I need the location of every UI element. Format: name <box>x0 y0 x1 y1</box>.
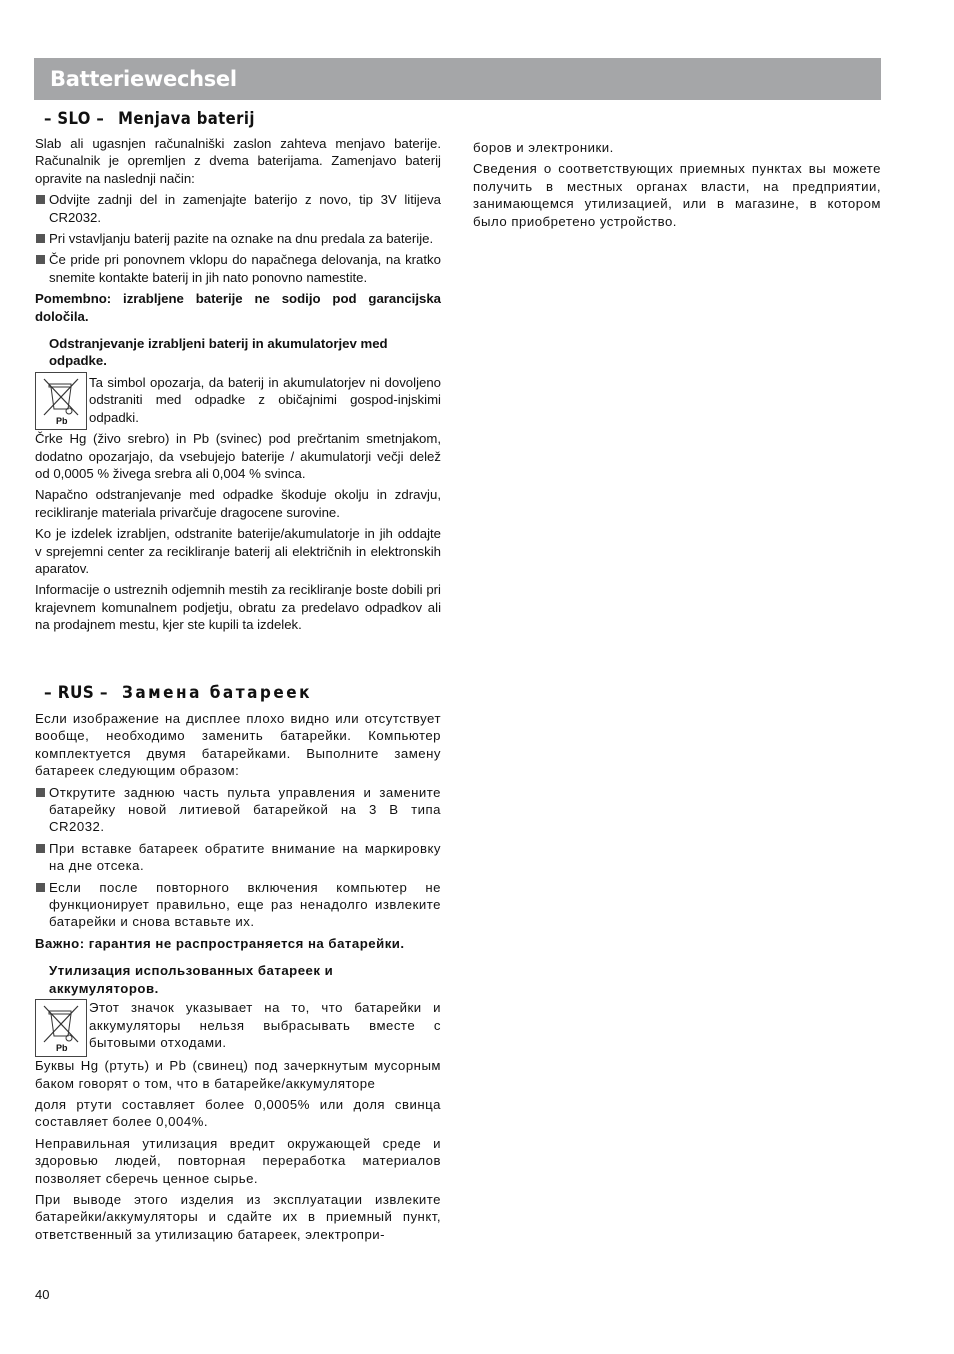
rus-when-worn: При выводе этого изделия из эксплуатации извлеките батарейки/аккумуляторы и сдайте их в приемный пункт, ответственный за утилизацию батареек, электропри- <box>35 1191 441 1242</box>
slo-bullet-3: Če pride pri ponovnem vklopu do napačnega delovanja, na kratko snemite kontakte baterij in jih nato ponovno namestite. <box>35 251 441 286</box>
slo-bullet-1: Odvijte zadnji del in zamenjajte baterijo z novo, tip 3V litijeva CR2032. <box>35 191 441 226</box>
crossed-bin-icon <box>35 999 87 1057</box>
bullet-square-icon <box>36 195 45 204</box>
slo-section <box>35 109 441 638</box>
slo-info: Informacije o ustreznih odjemnih mestih za recikliranje boste dobili pri krajevnem komunalnem podjetju, obratu za predelavo odpadkov ali na prodajnem mestu, kjer ste kupili ta izdelek. <box>35 582 441 633</box>
slo-wrong-disposal: Napačno odstranjevanje med odpadke škoduje okolju in zdravju, recikliranje materiala privarčuje dragocene surovine. <box>35 487 441 520</box>
rus-cont: боров и электроники. <box>473 140 614 155</box>
page-number: 40 <box>35 1287 50 1302</box>
page-title: Batteriewechsel <box>50 67 237 91</box>
slo-code: – SLO – <box>44 109 105 128</box>
rus-bullet-1: Открутите заднюю часть пульта управления и замените батарейку новой литиевой батарейкой на 3 В типа CR2032. <box>35 784 441 836</box>
bullet-square-icon <box>36 883 45 892</box>
rus-intro: Если изображение на дисплее плохо видно или отсутствует вообще, необходимо заменить батарейки. Компьютер комплектуется двумя батарейками. Выполните замену батареек следующим образом: <box>35 711 441 779</box>
header-bar <box>34 58 881 100</box>
slo-heading <box>44 109 441 128</box>
slo-symbol-text: Ta simbol opozarja, da baterij in akumulatorjev ni dovoljeno odstraniti med odpadke z običajnimi gospod-injskimi odpadki. <box>89 374 441 425</box>
rus-symbol-block <box>35 999 441 1057</box>
slo-when-worn: Ko je izdelek izrabljen, odstranite baterije/akumulatorje in jih oddajte v sprejemni center za recikliranje baterij ali električnih in elektronskih aparatov. <box>35 526 441 576</box>
rus-section <box>35 683 441 1247</box>
rus-share: доля ртути составляет более 0,0005% или доля свинца составляет более 0,004%. <box>35 1096 441 1130</box>
rus-bullet-3: Если после повторного включения компьютер не функционирует правильно, еще раз ненадолго извлеките батарейки и снова вставьте их. <box>35 879 441 931</box>
rus-bullet-2: При вставке батареек обратите внимание на маркировку на дне отсека. <box>35 840 441 875</box>
slo-disposal-heading: Odstranjevanje izrabljeni baterij in akumulatorjev med odpadke. <box>49 336 388 369</box>
crossed-bin-icon <box>35 372 87 430</box>
bullet-square-icon <box>36 788 45 797</box>
rus-wrong-disposal: Неправильная утилизация вредит окружающей среде и здоровью людей, повторная переработка материалов позволяет сберечь ценное сырье. <box>35 1135 441 1186</box>
symbol-label: Pb <box>56 415 68 426</box>
rus-title: Замена батареек <box>121 683 312 703</box>
rus-disposal-heading: Утилизация использованных батареек и аккумуляторов. <box>49 963 334 996</box>
rus-symbol-text: Этот значок указывает на то, что батарейки и аккумуляторы нельзя выбрасывать вместе с бытовыми отходами. <box>89 1000 441 1050</box>
slo-bullet-2: Pri vstavljanju baterij pazite na oznake na dnu predala za baterije. <box>35 230 441 247</box>
rus-important: Важно: гарантия не распространяется на батарейки. <box>35 935 405 951</box>
slo-hg-pb: Črke Hg (živo srebro) in Pb (svinec) pod prečrtanim smetnjakom, dodatno opozarjajo, da vsebujejo baterije / akumulatorji večji delež od 0,0005 % živega srebra ali 0,004 % svinca. <box>35 431 441 481</box>
rus-hg-pb: Буквы Hg (ртуть) и Pb (свинец) под зачеркнутым мусорным баком говорят о том, что в батарейке/аккумуляторе <box>35 1058 441 1091</box>
rus-info: Сведения о соответствующих приемных пунктах вы можете получить в местных органах власти, на предприятии, занимающемся утилизацией, или в магазине, в котором было приобретено устройство. <box>473 161 881 229</box>
slo-title: Menjava baterij <box>118 109 255 128</box>
rus-heading <box>44 683 441 703</box>
bullet-square-icon <box>36 255 45 264</box>
slo-symbol-block <box>35 372 441 430</box>
bullet-square-icon <box>36 844 45 853</box>
symbol-label: Pb <box>56 1043 68 1054</box>
slo-intro: Slab ali ugasnjen računalniški zaslon zahteva menjavo baterije. Računalnik je opremljen z dvema baterijama. Zamenjavo baterij opravite na naslednji način: <box>35 136 441 186</box>
rus-continuation <box>473 139 881 234</box>
slo-important: Pomembno: izrabljene baterije ne sodijo pod garancijska določila. <box>35 291 441 324</box>
rus-code: – RUS – <box>44 683 108 703</box>
bullet-square-icon <box>36 234 45 243</box>
